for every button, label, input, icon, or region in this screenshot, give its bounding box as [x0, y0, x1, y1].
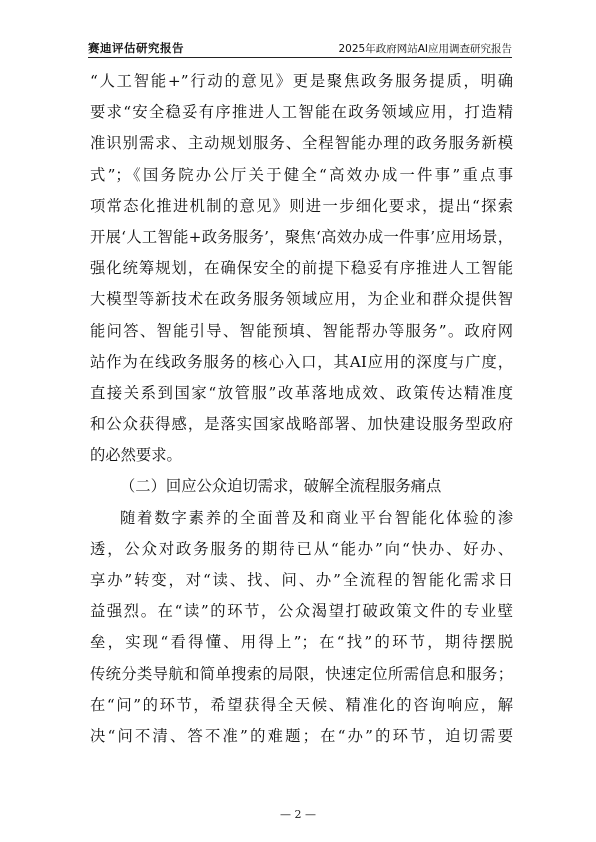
- paragraph-line: 垒，实现“看得懂、用得上”；在“找”的环节，期待摆脱: [90, 633, 513, 652]
- paragraph-line: 和公众获得感，是落实国家战略部署、加快建设服务型政府: [90, 415, 513, 434]
- paragraph-line: 益强烈。在“读”的环节，公众渴望打破政策文件的专业壁: [90, 602, 513, 621]
- paragraph-line: 站作为在线政务服务的核心入口，其AI应用的深度与广度，: [90, 352, 513, 371]
- paragraph-line: 开展‘人工智能+政务服务’，聚焦‘高效办成一件事’应用场景，: [90, 227, 513, 246]
- paragraph-line: 式”；《国务院办公厅关于健全“高效办成一件事”重点事: [90, 165, 513, 184]
- paragraph-line: 的必然要求。: [90, 446, 182, 465]
- paragraph-line: 能问答、智能引导、智能预填、智能帮办等服务”。政府网: [90, 321, 513, 340]
- page-header: [88, 39, 512, 58]
- paragraph-line: 准识别需求、主动规划服务、全程智能办理的政务服务新模: [90, 134, 513, 153]
- paragraph-line: 强化统筹规划，在确保安全的前提下稳妥有序推进人工智能: [90, 259, 513, 278]
- paragraph-line: 在“问”的环节，希望获得全天候、精准化的咨询响应，解: [90, 695, 513, 714]
- paragraph-line: 透，公众对政务服务的期待已从“能办”向“快办、好办、: [90, 539, 513, 558]
- paragraph-line: 要求“安全稳妥有序推进人工智能在政务领域应用，打造精: [90, 103, 513, 122]
- header-report-title: 2025年政府网站AI应用调查研究报告: [338, 43, 512, 55]
- paragraph-line: 享办”转变，对“读、找、问、办”全流程的智能化需求日: [90, 571, 513, 589]
- paragraph-line: 直接关系到国家“放管服”改革落地成效、政策传达精准度: [90, 383, 513, 402]
- header-report-series: 赛迪评估研究报告: [88, 41, 184, 55]
- section-heading: （二）回应公众迫切需求，破解全流程服务痛点: [120, 477, 442, 496]
- paragraph-line: 传统分类导航和简单搜索的局限，快速定位所需信息和服务；: [90, 664, 513, 683]
- paragraph-line: 项常态化推进机制的意见》则进一步细化要求，提出“探索: [90, 196, 513, 215]
- paragraph-line: 决“问不清、答不准”的难题；在“办”的环节，迫切需要: [90, 726, 513, 745]
- paragraph-line: 随着数字素养的全面普及和商业平台智能化体验的渗: [120, 508, 513, 527]
- page-number: — 2 —: [280, 808, 316, 821]
- document-body: [90, 66, 513, 752]
- paragraph-line: “人工智能+”行动的意见》更是聚焦政务服务提质，明确: [90, 72, 513, 90]
- paragraph-line: 大模型等新技术在政务服务领域应用，为企业和群众提供智: [90, 290, 513, 309]
